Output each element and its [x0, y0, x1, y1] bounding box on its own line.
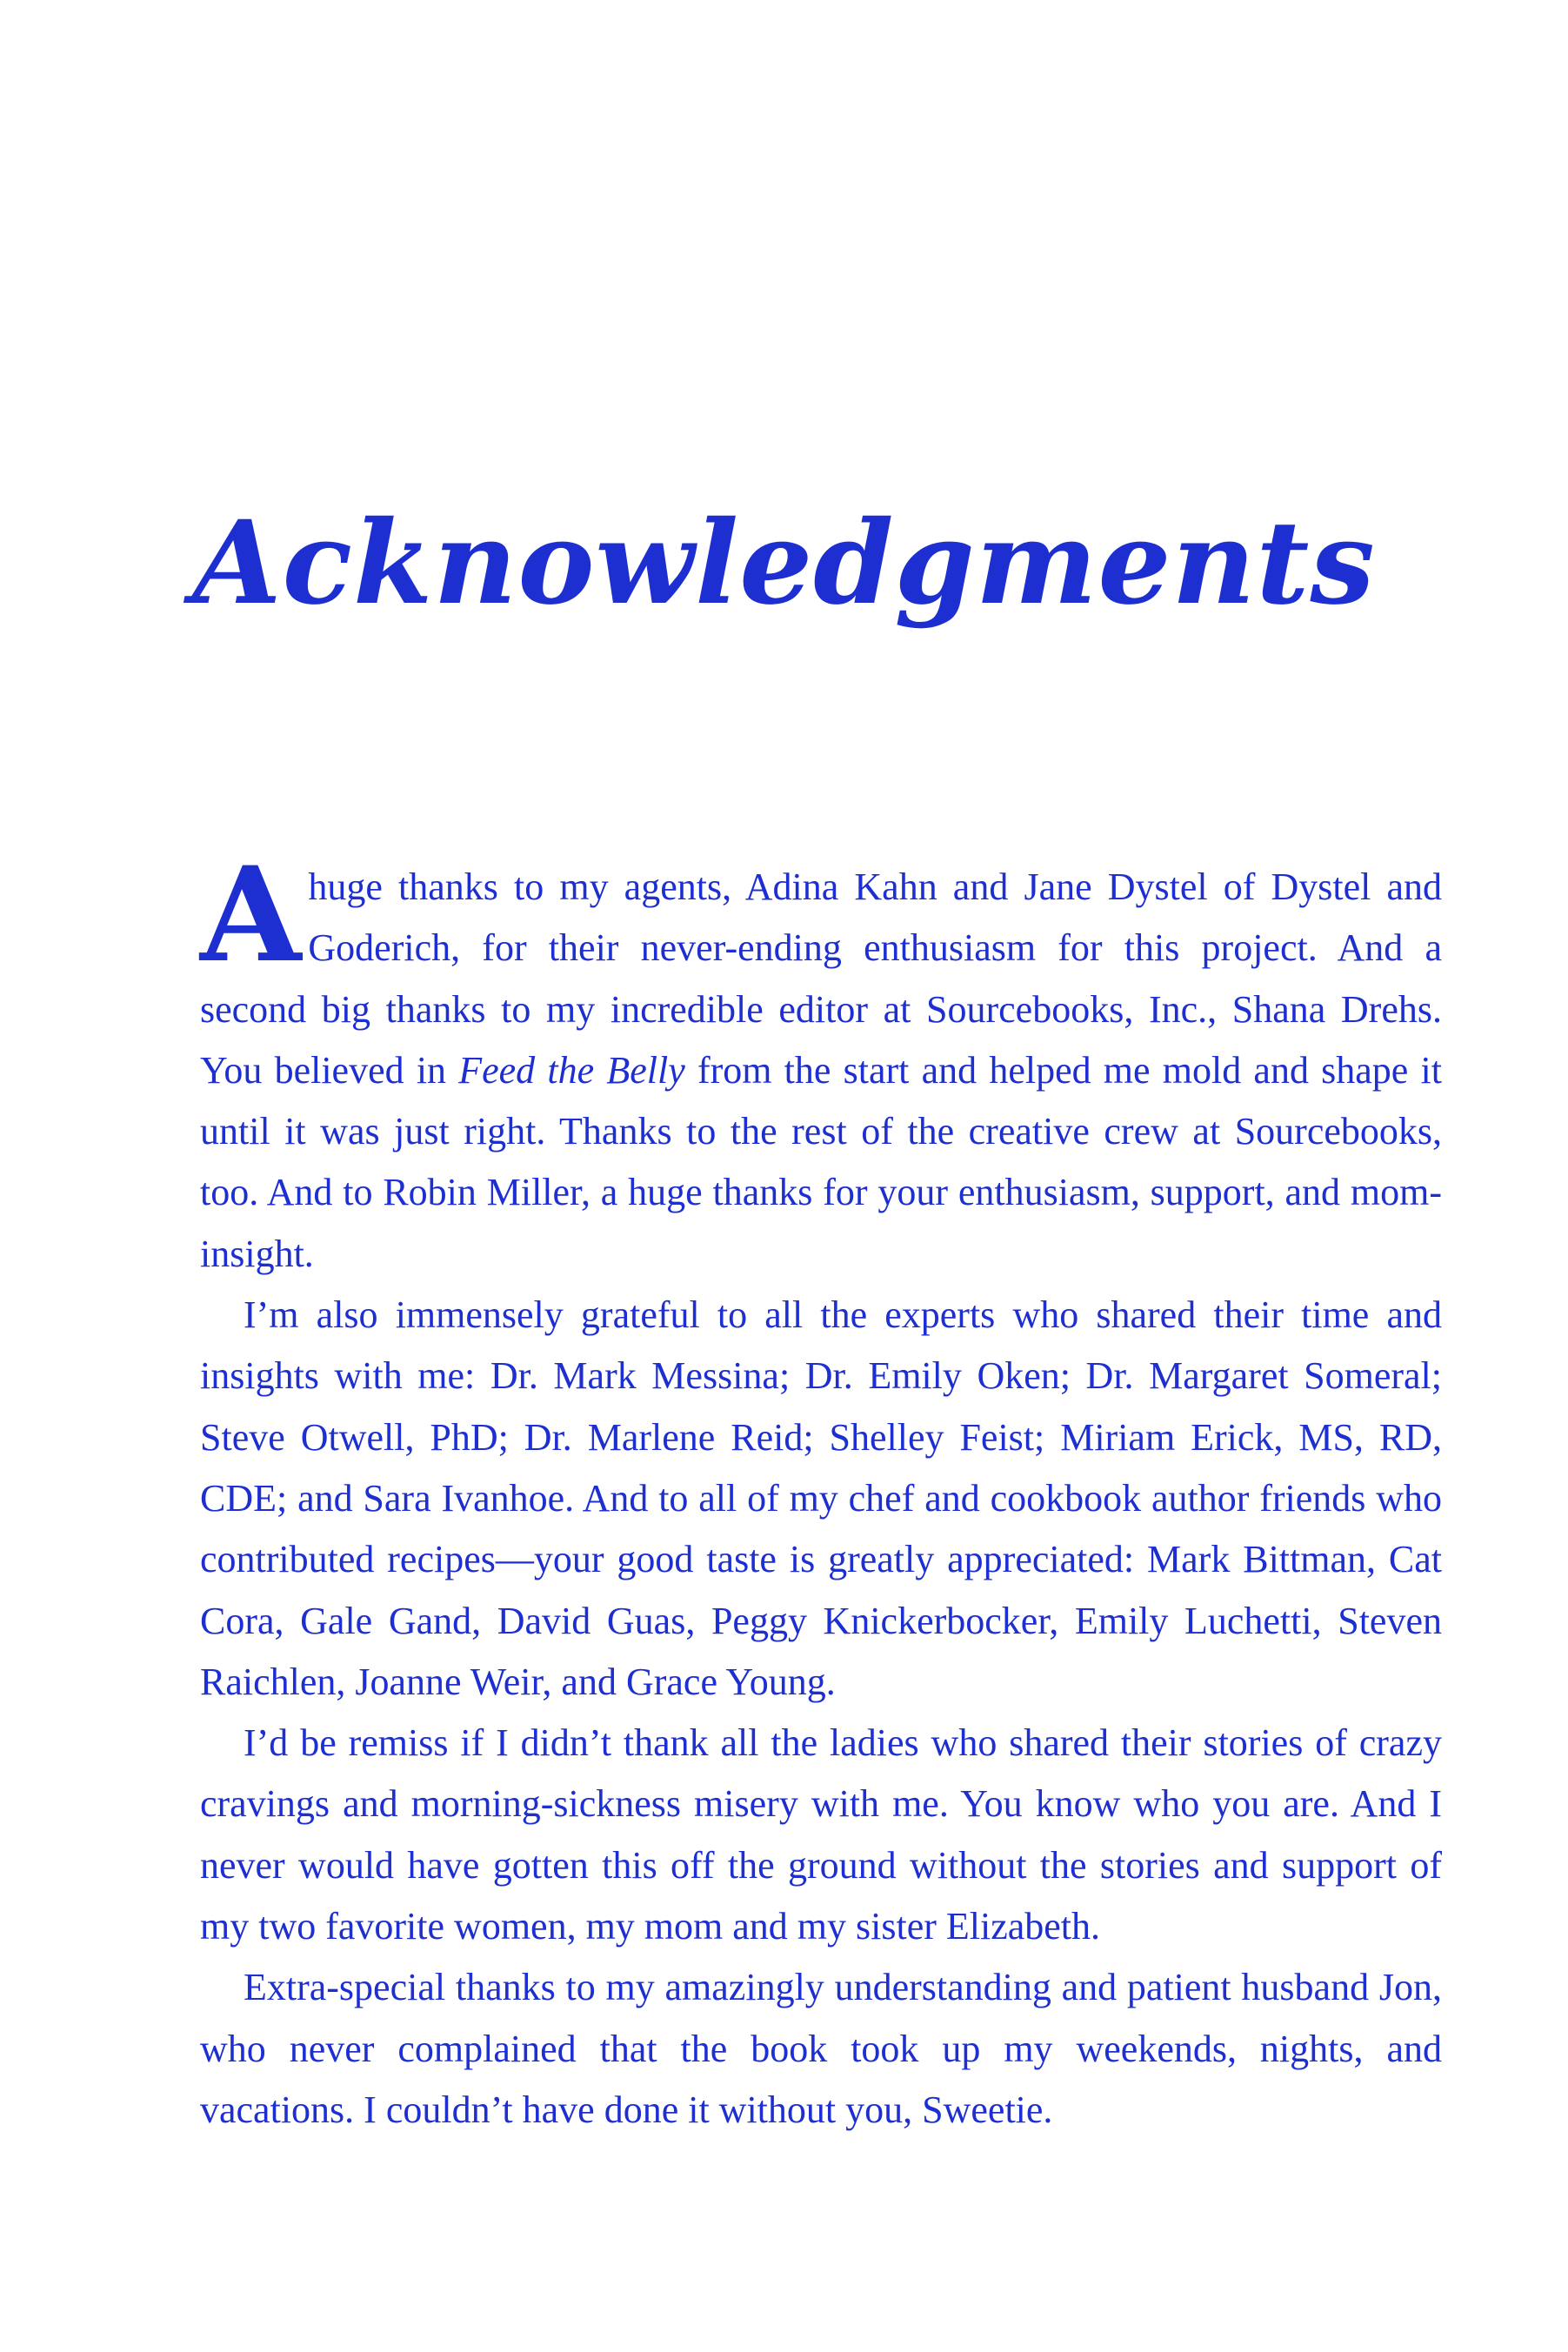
- paragraph-2: I’m also immensely grateful to all the experts who shared their time and insights with me: Dr. Mark Messina; Dr. Emily Oken; Dr. Margaret Someral; Steve Otwell, PhD; Dr. Marlene Reid; Shelley Feist; Miriam Erick, MS, RD, CDE; and Sara Ivanhoe. And to all of my chef and cookbook author friends who contributed recipes—your good taste is greatly appreciated: Mark Bittman, Cat Cora, Gale Gand, David Guas, Peggy Knickerbocker, Emily Luchetti, Steven Raichlen, Joanne Weir, and Grace Young.: [200, 1293, 1442, 1703]
- paragraph-3: I’d be remiss if I didn’t thank all the ladies who shared their stories of crazy cravings and morning-sickness misery with me. You know who you are. And I never would have gotten this off the ground without the stories and support of my two favorite women, my mom and my sister Elizabeth.: [200, 1721, 1442, 1948]
- paragraph-1-text-a: huge thanks to my agents, Adina Kahn and Jane Dystel of Dystel and Goderich, for their never-ending enthusiasm for this project. And a second big thanks to my incredible editor at Sourcebooks, Inc., Shana Drehs. You believed in: [200, 865, 1442, 1092]
- paragraph-1: [200, 839, 1442, 1285]
- page-title: Acknowledgments: [192, 496, 1376, 631]
- paragraph-1-text-b: from the start and helped me mold and shape it until it was just right. Thanks to the rest of the creative crew at Sourcebooks, too. And to Robin Miller, a huge thanks for your enthusiasm, support, and mom-insight.: [200, 1048, 1442, 1275]
- book-title-italic: Feed the Belly: [458, 1048, 685, 1092]
- paragraph-4: Extra-special thanks to my amazingly understanding and patient husband Jon, who never complained that the book took up my weekends, nights, and vacations. I couldn’t have done it without you, Sweetie.: [200, 1966, 1442, 2131]
- drop-cap: A: [200, 839, 300, 992]
- acknowledgments-body: [200, 839, 1442, 2141]
